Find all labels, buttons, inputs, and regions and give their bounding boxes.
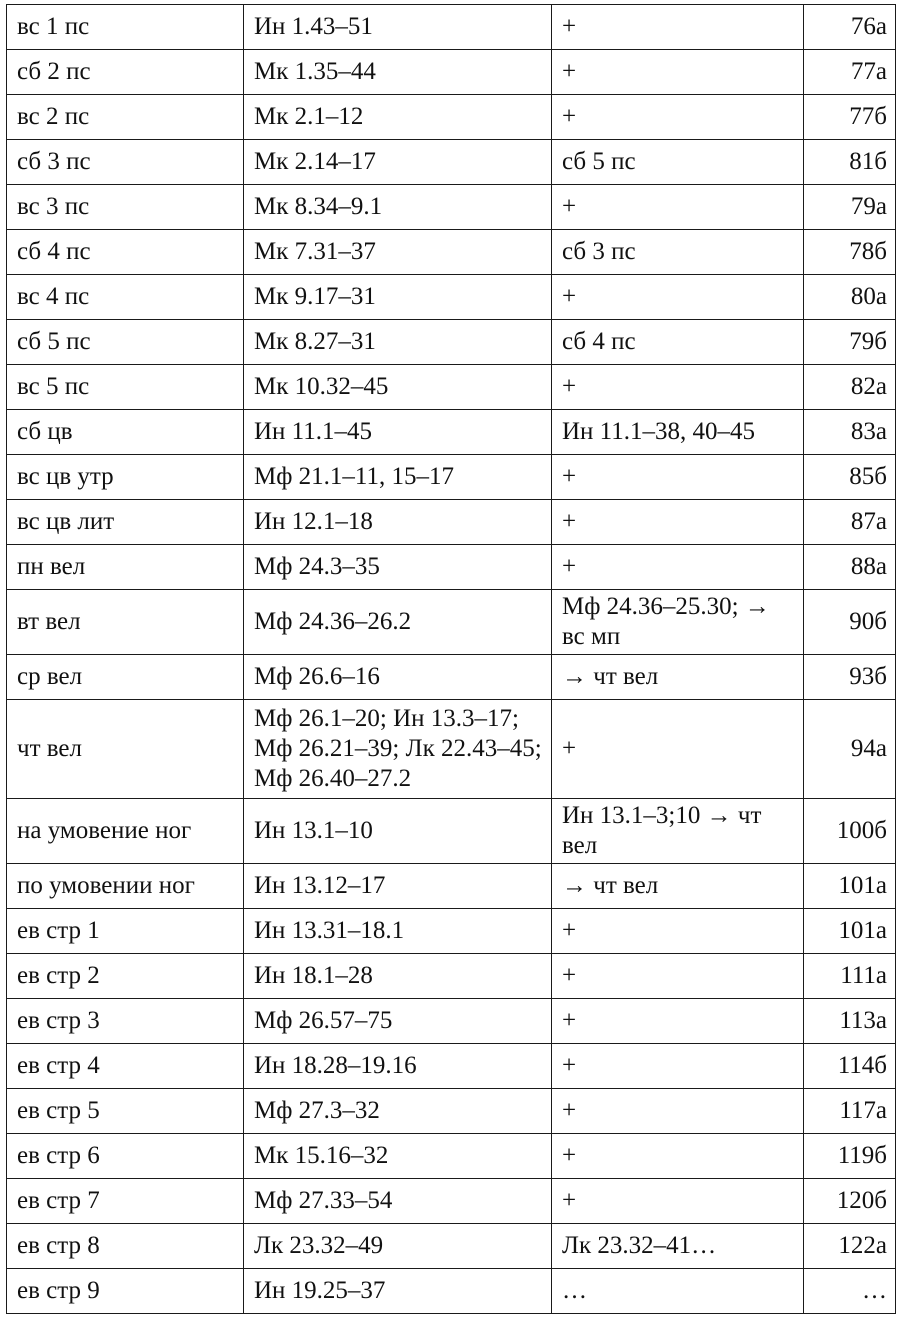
alternate-cell: + bbox=[552, 365, 804, 410]
day-cell: сб 2 пс bbox=[7, 50, 244, 95]
reference-cell: Мф 24.36–26.2 bbox=[244, 590, 552, 655]
day-cell: ев стр 7 bbox=[7, 1179, 244, 1224]
reference-cell: Лк 23.32–49 bbox=[244, 1224, 552, 1269]
page-cell: 76а bbox=[804, 5, 896, 50]
alternate-cell: + bbox=[552, 1179, 804, 1224]
table-row bbox=[7, 1224, 896, 1269]
alternate-cell: + bbox=[552, 700, 804, 799]
alternate-cell: сб 5 пс bbox=[552, 140, 804, 185]
page-cell: 122а bbox=[804, 1224, 896, 1269]
alternate-cell: + bbox=[552, 1134, 804, 1179]
day-cell: ев стр 5 bbox=[7, 1089, 244, 1134]
table-row bbox=[7, 590, 896, 655]
alternate-cell: + bbox=[552, 95, 804, 140]
alternate-cell: + bbox=[552, 455, 804, 500]
table-row bbox=[7, 500, 896, 545]
alternate-cell: + bbox=[552, 185, 804, 230]
alternate-cell: сб 3 пс bbox=[552, 230, 804, 275]
table-row bbox=[7, 954, 896, 999]
page-cell: 119б bbox=[804, 1134, 896, 1179]
day-cell: вс 3 пс bbox=[7, 185, 244, 230]
reference-cell: Мк 10.32–45 bbox=[244, 365, 552, 410]
reference-cell: Мк 2.1–12 bbox=[244, 95, 552, 140]
alternate-cell: сб 4 пс bbox=[552, 320, 804, 365]
day-cell: ев стр 3 bbox=[7, 999, 244, 1044]
day-cell: ев стр 4 bbox=[7, 1044, 244, 1089]
reference-cell: Мф 21.1–11, 15–17 bbox=[244, 455, 552, 500]
page-cell: 82а bbox=[804, 365, 896, 410]
reference-cell: Мк 8.27–31 bbox=[244, 320, 552, 365]
reference-cell: Ин 12.1–18 bbox=[244, 500, 552, 545]
page-cell: 77а bbox=[804, 50, 896, 95]
table-row bbox=[7, 140, 896, 185]
day-cell: вс 5 пс bbox=[7, 365, 244, 410]
page-cell: 120б bbox=[804, 1179, 896, 1224]
alternate-cell: + bbox=[552, 545, 804, 590]
day-cell: вс цв утр bbox=[7, 455, 244, 500]
page-cell: 101а bbox=[804, 864, 896, 909]
alternate-cell: + bbox=[552, 909, 804, 954]
alternate-cell: … bbox=[552, 1269, 804, 1314]
alternate-cell: + bbox=[552, 50, 804, 95]
reference-cell: Ин 18.1–28 bbox=[244, 954, 552, 999]
reference-cell: Ин 13.1–10 bbox=[244, 799, 552, 864]
alternate-cell: → чт вел bbox=[552, 864, 804, 909]
day-cell: сб 3 пс bbox=[7, 140, 244, 185]
table-row bbox=[7, 1269, 896, 1314]
alternate-cell: Ин 11.1–38, 40–45 bbox=[552, 410, 804, 455]
day-cell: вт вел bbox=[7, 590, 244, 655]
day-cell: сб цв bbox=[7, 410, 244, 455]
day-cell: на умовение ног bbox=[7, 799, 244, 864]
table-row bbox=[7, 50, 896, 95]
table-row bbox=[7, 909, 896, 954]
page-cell: 88а bbox=[804, 545, 896, 590]
table-row bbox=[7, 365, 896, 410]
table-row bbox=[7, 5, 896, 50]
reference-cell: Ин 1.43–51 bbox=[244, 5, 552, 50]
day-cell: ев стр 9 bbox=[7, 1269, 244, 1314]
page-cell: 100б bbox=[804, 799, 896, 864]
day-cell: сб 5 пс bbox=[7, 320, 244, 365]
page-cell: 93б bbox=[804, 655, 896, 700]
page-cell: 94а bbox=[804, 700, 896, 799]
page-cell: 80а bbox=[804, 275, 896, 320]
page-cell: … bbox=[804, 1269, 896, 1314]
alternate-cell: → чт вел bbox=[552, 655, 804, 700]
day-cell: пн вел bbox=[7, 545, 244, 590]
table-row bbox=[7, 1044, 896, 1089]
lectionary-table bbox=[6, 4, 896, 1314]
alternate-cell: + bbox=[552, 5, 804, 50]
alternate-cell: + bbox=[552, 954, 804, 999]
alternate-cell: + bbox=[552, 275, 804, 320]
table-row bbox=[7, 1179, 896, 1224]
reference-cell: Мк 7.31–37 bbox=[244, 230, 552, 275]
table-row bbox=[7, 455, 896, 500]
page-cell: 83а bbox=[804, 410, 896, 455]
day-cell: ев стр 2 bbox=[7, 954, 244, 999]
reference-cell: Ин 19.25–37 bbox=[244, 1269, 552, 1314]
reference-cell: Ин 11.1–45 bbox=[244, 410, 552, 455]
reference-cell: Мф 26.57–75 bbox=[244, 999, 552, 1044]
table-row bbox=[7, 1089, 896, 1134]
page-cell: 79а bbox=[804, 185, 896, 230]
table-body bbox=[7, 5, 896, 1314]
reference-cell: Ин 13.31–18.1 bbox=[244, 909, 552, 954]
alternate-cell: + bbox=[552, 1089, 804, 1134]
day-cell: сб 4 пс bbox=[7, 230, 244, 275]
reference-cell: Мф 26.6–16 bbox=[244, 655, 552, 700]
reference-cell: Мк 15.16–32 bbox=[244, 1134, 552, 1179]
alternate-cell: Лк 23.32–41… bbox=[552, 1224, 804, 1269]
page-cell: 114б bbox=[804, 1044, 896, 1089]
table-row bbox=[7, 864, 896, 909]
reference-cell: Мф 27.3–32 bbox=[244, 1089, 552, 1134]
table-row bbox=[7, 320, 896, 365]
table-row bbox=[7, 95, 896, 140]
reference-cell: Ин 18.28–19.16 bbox=[244, 1044, 552, 1089]
page-cell: 101а bbox=[804, 909, 896, 954]
reference-cell: Ин 13.12–17 bbox=[244, 864, 552, 909]
day-cell: ев стр 6 bbox=[7, 1134, 244, 1179]
day-cell: ср вел bbox=[7, 655, 244, 700]
table-row bbox=[7, 410, 896, 455]
page-cell: 90б bbox=[804, 590, 896, 655]
alternate-cell: + bbox=[552, 1044, 804, 1089]
reference-cell: Мк 1.35–44 bbox=[244, 50, 552, 95]
alternate-cell: + bbox=[552, 500, 804, 545]
table-row bbox=[7, 230, 896, 275]
day-cell: вс 2 пс bbox=[7, 95, 244, 140]
table-row bbox=[7, 545, 896, 590]
table-row bbox=[7, 999, 896, 1044]
table-row bbox=[7, 1134, 896, 1179]
day-cell: вс цв лит bbox=[7, 500, 244, 545]
page-cell: 111а bbox=[804, 954, 896, 999]
alternate-cell: Мф 24.36–25.30; → вс мп bbox=[552, 590, 804, 655]
page-cell: 85б bbox=[804, 455, 896, 500]
table-row bbox=[7, 700, 896, 799]
table-row bbox=[7, 799, 896, 864]
day-cell: ев стр 1 bbox=[7, 909, 244, 954]
table-row bbox=[7, 655, 896, 700]
alternate-cell: Ин 13.1–3;10 → чт вел bbox=[552, 799, 804, 864]
reference-cell: Мк 9.17–31 bbox=[244, 275, 552, 320]
page-cell: 117а bbox=[804, 1089, 896, 1134]
reference-cell: Мф 24.3–35 bbox=[244, 545, 552, 590]
page-cell: 81б bbox=[804, 140, 896, 185]
day-cell: ев стр 8 bbox=[7, 1224, 244, 1269]
table-row bbox=[7, 275, 896, 320]
day-cell: по умовении ног bbox=[7, 864, 244, 909]
reference-cell: Мк 8.34–9.1 bbox=[244, 185, 552, 230]
page-cell: 77б bbox=[804, 95, 896, 140]
day-cell: чт вел bbox=[7, 700, 244, 799]
reference-cell: Мк 2.14–17 bbox=[244, 140, 552, 185]
page-cell: 78б bbox=[804, 230, 896, 275]
day-cell: вс 1 пс bbox=[7, 5, 244, 50]
page-cell: 87а bbox=[804, 500, 896, 545]
table-row bbox=[7, 185, 896, 230]
page-cell: 113а bbox=[804, 999, 896, 1044]
day-cell: вс 4 пс bbox=[7, 275, 244, 320]
reference-cell: Мф 27.33–54 bbox=[244, 1179, 552, 1224]
reference-cell: Мф 26.1–20; Ин 13.3–17; Мф 26.21–39; Лк 22.43–45; Мф 26.40–27.2 bbox=[244, 700, 552, 799]
page-cell: 79б bbox=[804, 320, 896, 365]
alternate-cell: + bbox=[552, 999, 804, 1044]
